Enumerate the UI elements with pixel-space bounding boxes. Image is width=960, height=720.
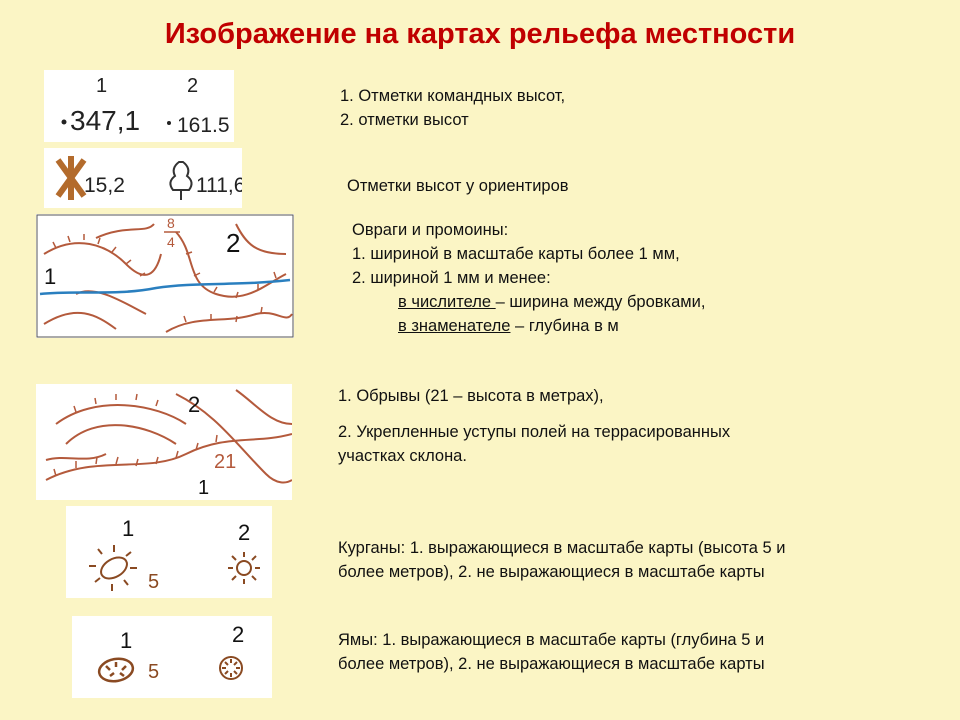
non-scaled-pit-icon: [220, 657, 242, 679]
ravines-line-5: [352, 314, 705, 338]
cliff-contours: [46, 390, 292, 482]
spot-height-label-1: 1: [96, 75, 108, 97]
kurgan-label-1: 1: [122, 516, 135, 541]
kurgans-line-1: Курганы: 1. выражающиеся в масштабе карты (высота 5 и: [338, 539, 786, 557]
ravines-line-1: Овраги и промоины:: [352, 221, 509, 239]
spot-height-value: 161.5: [177, 114, 230, 137]
spot-heights-figure: [44, 70, 234, 142]
pits-figure: [72, 616, 272, 698]
ravines-line-4: [352, 290, 705, 314]
page-title: Изображение на картах рельефа местности: [164, 18, 796, 50]
numerator-term: в числителе: [398, 293, 496, 311]
command-height-dot: [62, 120, 67, 125]
kurgans-line-2: более метров), 2. не выражающиеся в масштабе карты: [338, 563, 765, 581]
pit-label-2: 2: [232, 622, 245, 647]
numerator-definition: – ширина между бровками,: [495, 293, 706, 311]
cliffs-line-2: 2. Укрепленные уступы полей на террасированных: [338, 423, 731, 441]
cliffs-line-3: участках склона.: [338, 447, 467, 465]
kurgans-figure: [66, 506, 272, 598]
scaled-pit-icon: [97, 656, 134, 684]
cliff-label-2: 2: [188, 392, 201, 417]
spot-heights-line-2: 2. отметки высот: [340, 111, 469, 129]
kurgans-description: [338, 536, 785, 584]
ravines-description: [352, 218, 705, 338]
cliff-height-value: 21: [214, 451, 237, 473]
ravine-label-2: 2: [226, 228, 241, 258]
pits-line-1: Ямы: 1. выражающиеся в масштабе карты (глубина 5 и: [338, 631, 765, 649]
pit-label-1: 1: [120, 628, 133, 653]
ravines-line-2: 1. шириной в масштабе карты более 1 мм,: [352, 245, 680, 263]
landmark-heights-figure: [44, 148, 242, 208]
ravine-depth-denominator: 4: [167, 234, 175, 250]
denominator-term: в знаменателе: [398, 317, 511, 335]
ravine-label-1: 1: [44, 264, 57, 289]
ravines-line-3: 2. шириной 1 мм и менее:: [352, 269, 551, 287]
landmarks-description: [347, 174, 569, 198]
pits-description: [338, 628, 765, 676]
spot-heights-line-1: 1. Отметки командных высот,: [340, 87, 566, 105]
denominator-definition: – глубина в м: [510, 317, 619, 335]
pits-image: [72, 616, 272, 698]
landmark-height-value-1: 15,2: [84, 174, 125, 197]
windmill-icon: [58, 156, 84, 200]
scaled-kurgan-icon: [89, 545, 137, 591]
cliffs-figure: [36, 384, 292, 500]
landmarks-line-1: Отметки высот у ориентиров: [347, 177, 569, 195]
spot-height-label-2: 2: [187, 75, 199, 97]
ravine-width-numerator: 8: [167, 215, 175, 231]
cliffs-description: [338, 384, 730, 468]
cliffs-image: [36, 384, 292, 500]
spot-heights-image: [44, 70, 234, 142]
spot-heights-description: [340, 84, 565, 132]
kurgan-height-value: 5: [148, 571, 160, 593]
pit-depth-value: 5: [148, 661, 160, 683]
ravine-hachures: [53, 234, 276, 322]
command-height-value: 347,1: [70, 105, 141, 136]
kurgans-image: [66, 506, 272, 598]
landmark-height-value-2: 111,6: [196, 174, 242, 197]
pits-line-2: более метров), 2. не выражающиеся в масштабе карты: [338, 655, 765, 673]
cliffs-line-1: 1. Обрывы (21 – высота в метрах),: [338, 387, 604, 405]
landmark-heights-image: [44, 148, 242, 208]
ravines-image: [36, 214, 294, 338]
cliff-label-1: 1: [198, 477, 210, 499]
non-scaled-kurgan-icon: [228, 552, 260, 584]
tree-icon: [170, 162, 191, 200]
ravines-figure: [36, 214, 294, 338]
kurgan-label-2: 2: [238, 520, 251, 545]
spot-height-dot: [167, 121, 171, 125]
